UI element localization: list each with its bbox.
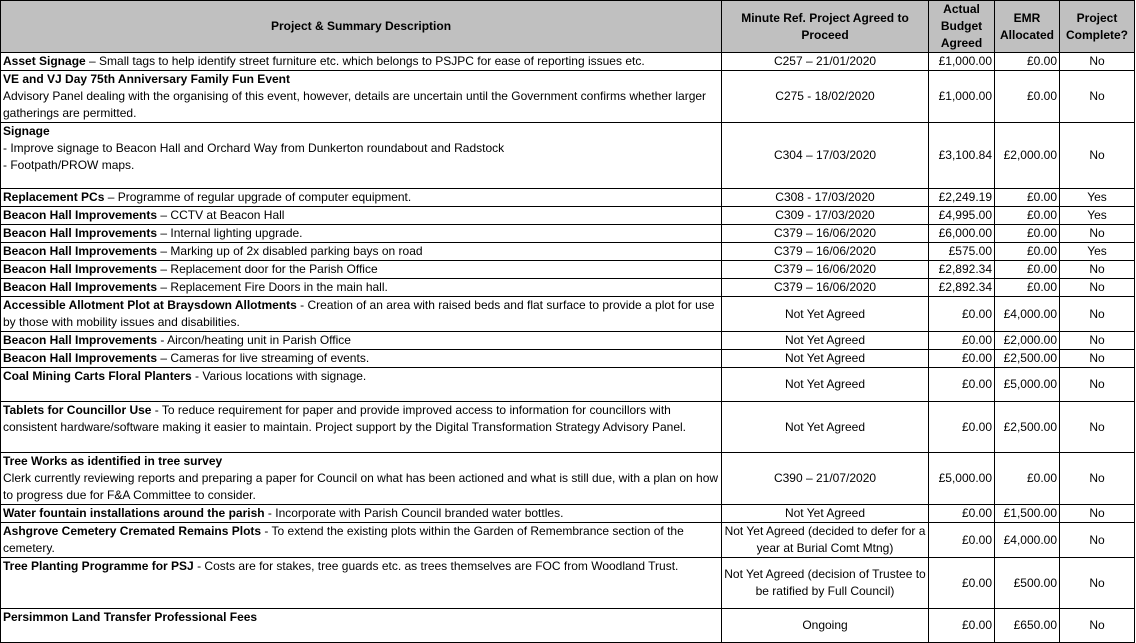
budget-cell: £4,995.00 xyxy=(929,207,995,225)
project-summary: Small tags to help identify street furniture etc. which belongs to PSJPC for ease of reporting issues etc. xyxy=(99,54,645,68)
budget-cell: £6,000.00 xyxy=(929,225,995,243)
budget-cell: £0.00 xyxy=(929,558,995,609)
minute-ref-cell: Not Yet Agreed xyxy=(722,505,929,523)
budget-cell: £2,892.34 xyxy=(929,279,995,297)
table-row xyxy=(1,558,1135,609)
project-summary: Replacement Fire Doors in the main hall. xyxy=(170,280,388,294)
table-row xyxy=(1,368,1135,402)
budget-cell: £0.00 xyxy=(929,350,995,368)
project-title: Signage xyxy=(3,124,50,138)
complete-cell: No xyxy=(1060,609,1135,643)
minute-ref-cell: Not Yet Agreed (decided to defer for a year at Burial Comt Mtng) xyxy=(722,523,929,558)
project-description-cell: Replacement PCs – Programme of regular upgrade of computer equipment. xyxy=(1,189,722,207)
project-description-cell: Water fountain installations around the parish - Incorporate with Parish Council branded water bottles. xyxy=(1,505,722,523)
emr-cell: £2,000.00 xyxy=(995,332,1060,350)
complete-cell: No xyxy=(1060,523,1135,558)
project-title: Beacon Hall Improvements xyxy=(3,280,158,294)
table-row xyxy=(1,523,1135,558)
minute-ref-cell: Not Yet Agreed xyxy=(722,368,929,402)
project-description-cell: Asset Signage – Small tags to help identify street furniture etc. which belongs to PSJPC for ease of reporting issues etc. xyxy=(1,53,722,71)
emr-cell: £0.00 xyxy=(995,53,1060,71)
budget-cell: £2,892.34 xyxy=(929,261,995,279)
project-summary: Incorporate with Parish Council branded water bottles. xyxy=(275,506,564,520)
project-description-cell: Ashgrove Cemetery Cremated Remains Plots - To extend the existing plots within the Garden of Remembrance section of the cemetery. xyxy=(1,523,722,558)
table-row xyxy=(1,243,1135,261)
emr-cell: £0.00 xyxy=(995,261,1060,279)
emr-cell: £650.00 xyxy=(995,609,1060,643)
emr-cell: £2,000.00 xyxy=(995,123,1060,189)
project-title: Beacon Hall Improvements xyxy=(3,208,158,222)
budget-cell: £2,249.19 xyxy=(929,189,995,207)
project-summary: Replacement door for the Parish Office xyxy=(170,262,378,276)
minute-ref-cell: Not Yet Agreed xyxy=(722,350,929,368)
project-title: Beacon Hall Improvements xyxy=(3,262,158,276)
budget-cell: £0.00 xyxy=(929,297,995,332)
project-description-cell: Coal Mining Carts Floral Planters - Various locations with signage. xyxy=(1,368,722,402)
table-row xyxy=(1,505,1135,523)
emr-cell: £0.00 xyxy=(995,71,1060,123)
table-row xyxy=(1,71,1135,123)
project-description-cell: Beacon Hall Improvements – Replacement Fire Doors in the main hall. xyxy=(1,279,722,297)
header-row xyxy=(1,1,1135,53)
complete-cell: No xyxy=(1060,505,1135,523)
complete-cell: No xyxy=(1060,350,1135,368)
project-description-cell: Beacon Hall Improvements – Internal lighting upgrade. xyxy=(1,225,722,243)
complete-cell: No xyxy=(1060,123,1135,189)
complete-cell: Yes xyxy=(1060,243,1135,261)
project-title: Beacon Hall Improvements xyxy=(3,226,158,240)
minute-ref-cell: C308 - 17/03/2020 xyxy=(722,189,929,207)
project-description-cell: Beacon Hall Improvements – CCTV at Beacon Hall xyxy=(1,207,722,225)
header-emr: EMR Allocated xyxy=(995,1,1060,53)
project-summary: CCTV at Beacon Hall xyxy=(170,208,285,222)
project-summary: To extend the existing plots within the Garden of Remembrance section of the cemetery. xyxy=(3,524,684,555)
project-summary: To reduce requirement for paper and provide improved access to information for councillors with consistent hardware/software making it easier to maintain. Project support by the Digital Transformation Strategy Advisory Panel. xyxy=(3,403,686,434)
project-description-cell xyxy=(1,609,722,643)
project-title: Beacon Hall Improvements xyxy=(3,333,158,347)
minute-ref-cell: C309 - 17/03/2020 xyxy=(722,207,929,225)
table-row xyxy=(1,279,1135,297)
project-description-cell: Beacon Hall Improvements – Replacement door for the Parish Office xyxy=(1,261,722,279)
project-summary: Advisory Panel dealing with the organising of this event, however, details are uncertain until the Government confirms whether larger gatherings are permitted. xyxy=(3,89,707,120)
project-summary: Costs are for stakes, tree guards etc. as trees themselves are FOC from Woodland Trust. xyxy=(204,559,679,573)
table-row xyxy=(1,350,1135,368)
project-summary: Creation of an area with raised beds and flat surface to provide a plot for use by those with mobility issues and disabilities. xyxy=(3,298,715,329)
complete-cell: No xyxy=(1060,368,1135,402)
budget-cell: £0.00 xyxy=(929,523,995,558)
complete-cell: No xyxy=(1060,53,1135,71)
table-row xyxy=(1,225,1135,243)
project-description-cell: Beacon Hall Improvements - Aircon/heating unit in Parish Office xyxy=(1,332,722,350)
header-project: Project & Summary Description xyxy=(1,1,722,53)
emr-cell: £0.00 xyxy=(995,189,1060,207)
minute-ref-cell: C379 – 16/06/2020 xyxy=(722,279,929,297)
table-row xyxy=(1,123,1135,189)
table-row xyxy=(1,453,1135,505)
budget-cell: £0.00 xyxy=(929,609,995,643)
project-summary-line: - Footpath/PROW maps. xyxy=(3,158,135,172)
project-title: Coal Mining Carts Floral Planters xyxy=(3,369,192,383)
budget-cell: £1,000.00 xyxy=(929,71,995,123)
project-summary-line: - Improve signage to Beacon Hall and Orchard Way from Dunkerton roundabout and Radstock xyxy=(3,141,505,155)
minute-ref-cell: C379 – 16/06/2020 xyxy=(722,243,929,261)
complete-cell: No xyxy=(1060,261,1135,279)
emr-cell: £4,000.00 xyxy=(995,297,1060,332)
minute-ref-cell: C390 – 21/07/2020 xyxy=(722,453,929,505)
complete-cell: No xyxy=(1060,297,1135,332)
project-description-cell: Beacon Hall Improvements – Marking up of 2x disabled parking bays on road xyxy=(1,243,722,261)
minute-ref-cell: C257 – 21/01/2020 xyxy=(722,53,929,71)
emr-cell: £2,500.00 xyxy=(995,402,1060,453)
minute-ref-cell: Not Yet Agreed xyxy=(722,332,929,350)
project-description-cell xyxy=(1,123,722,189)
budget-cell: £0.00 xyxy=(929,332,995,350)
table-row xyxy=(1,609,1135,643)
project-title: Asset Signage xyxy=(3,54,86,68)
table-row xyxy=(1,207,1135,225)
project-title: Accessible Allotment Plot at Braysdown Allotments xyxy=(3,298,297,312)
complete-cell: No xyxy=(1060,279,1135,297)
minute-ref-cell: Not Yet Agreed xyxy=(722,402,929,453)
emr-cell: £5,000.00 xyxy=(995,368,1060,402)
emr-cell: £0.00 xyxy=(995,453,1060,505)
project-title: Persimmon Land Transfer Professional Fees xyxy=(3,610,258,624)
project-summary: Cameras for live streaming of events. xyxy=(170,351,370,365)
budget-cell: £0.00 xyxy=(929,402,995,453)
project-title: Water fountain installations around the parish xyxy=(3,506,265,520)
project-summary: Marking up of 2x disabled parking bays on road xyxy=(170,244,423,258)
project-title: VE and VJ Day 75th Anniversary Family Fun Event xyxy=(3,72,290,86)
project-summary: Internal lighting upgrade. xyxy=(170,226,303,240)
budget-cell: £575.00 xyxy=(929,243,995,261)
table-row xyxy=(1,189,1135,207)
project-title: Ashgrove Cemetery Cremated Remains Plots xyxy=(3,524,262,538)
complete-cell: Yes xyxy=(1060,189,1135,207)
project-summary: Various locations with signage. xyxy=(202,369,367,383)
project-title: Tree Works as identified in tree survey xyxy=(3,454,223,468)
header-minute: Minute Ref. Project Agreed to Proceed xyxy=(722,1,929,53)
emr-cell: £1,500.00 xyxy=(995,505,1060,523)
complete-cell: No xyxy=(1060,225,1135,243)
table-row xyxy=(1,402,1135,453)
table-row xyxy=(1,53,1135,71)
emr-cell: £0.00 xyxy=(995,225,1060,243)
emr-cell: £0.00 xyxy=(995,243,1060,261)
budget-cell: £5,000.00 xyxy=(929,453,995,505)
emr-cell: £500.00 xyxy=(995,558,1060,609)
minute-ref-cell: C275 - 18/02/2020 xyxy=(722,71,929,123)
project-description-cell xyxy=(1,71,722,123)
project-summary: Clerk currently reviewing reports and preparing a paper for Council on what has been actioned and what is still due, with a plan on how to progress due for F&A Committee to consider. xyxy=(3,471,719,502)
complete-cell: No xyxy=(1060,402,1135,453)
minute-ref-cell: Ongoing xyxy=(722,609,929,643)
emr-cell: £4,000.00 xyxy=(995,523,1060,558)
header-complete: Project Complete? xyxy=(1060,1,1135,53)
complete-cell: No xyxy=(1060,71,1135,123)
project-title: Beacon Hall Improvements xyxy=(3,244,158,258)
budget-cell: £1,000.00 xyxy=(929,53,995,71)
project-summary: Aircon/heating unit in Parish Office xyxy=(167,333,351,347)
project-description-cell: Tree Planting Programme for PSJ - Costs are for stakes, tree guards etc. as trees themselves are FOC from Woodland Trust. xyxy=(1,558,722,609)
project-title: Tablets for Councillor Use xyxy=(3,403,152,417)
minute-ref-cell: Not Yet Agreed xyxy=(722,297,929,332)
table-row xyxy=(1,332,1135,350)
project-title: Beacon Hall Improvements xyxy=(3,351,158,365)
table-row xyxy=(1,297,1135,332)
project-description-cell xyxy=(1,453,722,505)
emr-cell: £0.00 xyxy=(995,279,1060,297)
table-row xyxy=(1,261,1135,279)
header-budget: Actual Budget Agreed xyxy=(929,1,995,53)
project-description-cell: Tablets for Councillor Use - To reduce requirement for paper and provide improved access to information for councillors with consistent hardware/software making it easier to maintain. Project support by the Digital Transformation Strategy Advisory Panel. xyxy=(1,402,722,453)
budget-cell: £3,100.84 xyxy=(929,123,995,189)
project-title: Replacement PCs xyxy=(3,190,105,204)
budget-cell: £0.00 xyxy=(929,505,995,523)
budget-cell: £0.00 xyxy=(929,368,995,402)
project-description-cell: Accessible Allotment Plot at Braysdown Allotments - Creation of an area with raised beds and flat surface to provide a plot for use by those with mobility issues and disabilities. xyxy=(1,297,722,332)
complete-cell: No xyxy=(1060,453,1135,505)
emr-cell: £0.00 xyxy=(995,207,1060,225)
minute-ref-cell: C379 – 16/06/2020 xyxy=(722,225,929,243)
complete-cell: Yes xyxy=(1060,207,1135,225)
complete-cell: No xyxy=(1060,558,1135,609)
project-title: Tree Planting Programme for PSJ xyxy=(3,559,194,573)
emr-cell: £2,500.00 xyxy=(995,350,1060,368)
complete-cell: No xyxy=(1060,332,1135,350)
minute-ref-cell: Not Yet Agreed (decision of Trustee to be ratified by Full Council) xyxy=(722,558,929,609)
project-description-cell: Beacon Hall Improvements – Cameras for live streaming of events. xyxy=(1,350,722,368)
minute-ref-cell: C304 – 17/03/2020 xyxy=(722,123,929,189)
project-summary: Programme of regular upgrade of computer equipment. xyxy=(117,190,412,204)
minute-ref-cell: C379 – 16/06/2020 xyxy=(722,261,929,279)
